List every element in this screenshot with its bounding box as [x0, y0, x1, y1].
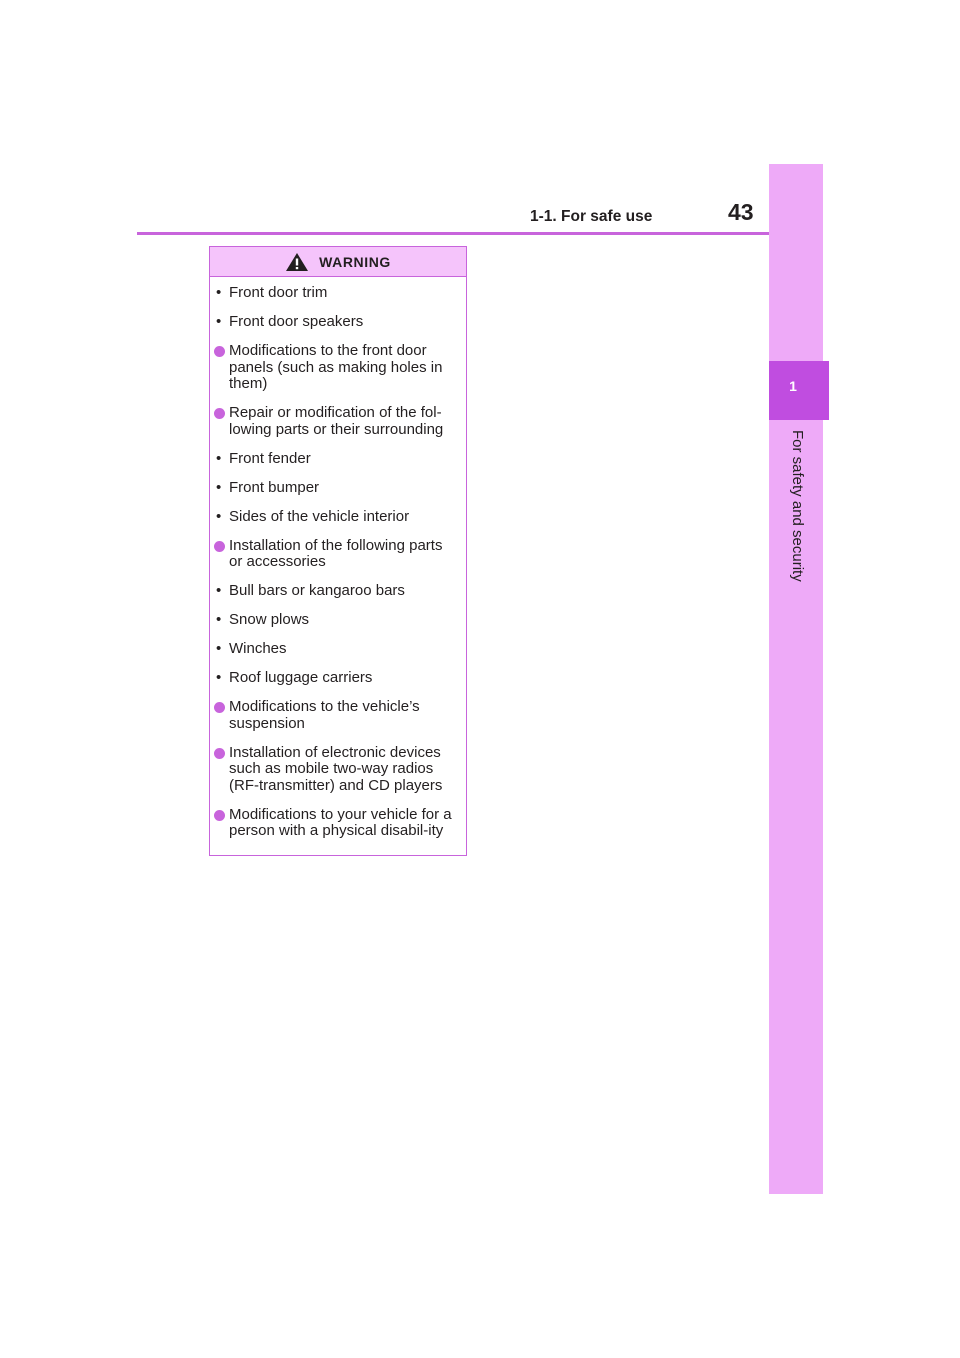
warning-subitem	[214, 314, 458, 331]
warning-item-text: Front fender	[229, 449, 311, 467]
warning-item-text: Front door trim	[229, 284, 328, 301]
item-marker	[214, 405, 228, 424]
warning-subitem	[214, 509, 458, 526]
item-marker	[214, 343, 228, 362]
warning-item	[214, 343, 458, 393]
circle-bullet-icon	[214, 541, 225, 552]
warning-triangle-icon	[285, 252, 309, 272]
circle-bullet-icon	[214, 408, 225, 419]
bullet-icon: •	[216, 478, 222, 496]
circle-bullet-icon	[214, 346, 225, 357]
side-tab	[769, 164, 823, 1194]
warning-subitem	[214, 641, 458, 658]
warning-item-text: Snow plows	[229, 611, 310, 628]
warning-item-text: Modifications to the vehicle’s suspension	[229, 698, 420, 732]
warning-item-text: Winches	[229, 640, 287, 657]
warning-item	[214, 699, 458, 732]
warning-header	[210, 247, 466, 277]
circle-bullet-icon	[214, 748, 225, 759]
bullet-icon: •	[216, 669, 222, 686]
bullet-icon: •	[216, 582, 222, 599]
warning-subitem	[214, 451, 458, 468]
warning-item-text: Bull bars or kangaroo bars	[229, 582, 405, 599]
page-number: 43	[728, 199, 754, 225]
warning-subitem	[214, 285, 458, 302]
warning-item-text: Modifications to the front door panels (such as making holes in them)	[229, 342, 443, 392]
warning-subitem	[214, 612, 458, 629]
bullet-icon: •	[216, 284, 222, 301]
warning-item-text: Modifications to your vehicle for a person with a physical disabil-ity	[229, 805, 452, 839]
bullet-icon: •	[216, 611, 222, 628]
warning-item-text: Sides of the vehicle interior	[229, 507, 410, 525]
item-marker	[214, 538, 228, 557]
bullet-icon: •	[216, 313, 222, 330]
warning-subitem	[214, 480, 458, 497]
item-marker	[214, 699, 228, 718]
bullet-icon: •	[216, 507, 222, 525]
warning-item	[214, 745, 458, 795]
chapter-number: 1	[789, 378, 797, 394]
bullet-icon: •	[216, 640, 222, 657]
warning-item-text: Installation of the following parts or accessories	[229, 536, 443, 570]
warning-item	[214, 405, 458, 438]
circle-bullet-icon	[214, 810, 225, 821]
warning-title: WARNING	[319, 253, 391, 270]
warning-item-text: Front bumper	[229, 478, 320, 496]
chapter-title: For safety and security	[789, 430, 806, 582]
warning-subitem	[214, 670, 458, 687]
warning-item-text: Roof luggage carriers	[229, 669, 373, 686]
warning-item	[214, 538, 458, 571]
header-rule	[137, 232, 769, 235]
item-marker	[214, 745, 228, 764]
warning-item	[214, 807, 458, 840]
warning-item-text: Repair or modification of the fol-lowing parts or their surrounding	[229, 404, 444, 438]
item-marker	[214, 807, 228, 826]
warning-item-text: Front door speakers	[229, 313, 364, 330]
warning-box	[209, 246, 467, 856]
section-title: 1-1. For safe use	[530, 208, 653, 225]
warning-item-text: Installation of electronic devices such as mobile two-way radios (RF-transmitter) and CD players	[229, 743, 443, 794]
circle-bullet-icon	[214, 702, 225, 713]
warning-list	[210, 277, 466, 840]
bullet-icon: •	[216, 449, 222, 467]
warning-subitem	[214, 583, 458, 600]
